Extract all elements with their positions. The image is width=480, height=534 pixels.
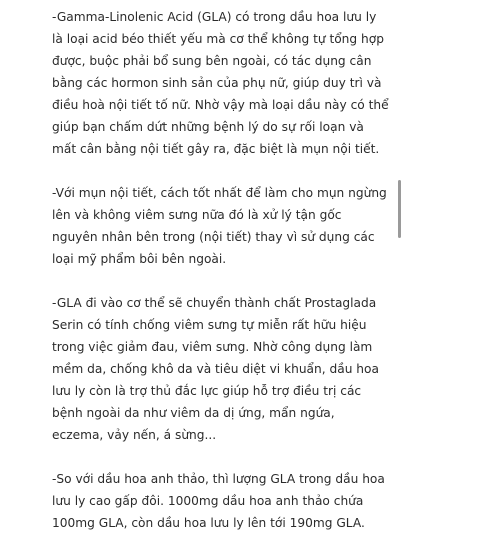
paragraph-gla-benefits: -GLA đi vào cơ thể sẽ chuyển thành chất Prostaglada Serin có tính chống viêm sưng tự miễn rất hữu hiệu trong việc giảm đau, viêm sưng. Nhờ công dụng làm mềm da, chống khô da và tiêu diệt vi khuẩn, dầu hoa lưu ly còn là trợ thủ đắc lực giúp hỗ trợ điều trị các bệnh ngoài da như viêm da dị ứng, mẩn ngứa, eczema, vảy nến, á sừng... xyxy=(52,296,379,442)
paragraph-hormonal-acne: -Với mụn nội tiết, cách tốt nhất để làm cho mụn ngừng lên và không viêm sưng nữa đó là xử lý tận gốc nguyên nhân bên trong (nội tiết) thay vì sử dụng các loại mỹ phẩm bôi bên ngoài. xyxy=(52,186,387,266)
scrollbar-thumb[interactable] xyxy=(398,180,401,238)
paragraph-gla-intro: -Gamma-Linolenic Acid (GLA) có trong dầu hoa lưu ly là loại acid béo thiết yếu mà cơ thể không tự tổng hợp được, buộc phải bổ sung bên ngoài, có tác dụng cân bằng các hormon sinh sản của phụ nữ, giúp duy trì và điều hoà nội tiết tố nữ. Nhờ vậy mà loại dầu này có thể giúp bạn chấm dứt những bệnh lý do sự rối loạn và mất cân bằng nội tiết gây ra, đặc biệt là mụn nội tiết. xyxy=(52,10,389,156)
paragraph-gla-comparison: -So với dầu hoa anh thảo, thì lượng GLA trong dầu hoa lưu ly cao gấp đôi. 1000mg dầu hoa anh thảo chứa 100mg GLA, còn dầu hoa lưu ly lên tới 190mg GLA. xyxy=(52,472,385,530)
